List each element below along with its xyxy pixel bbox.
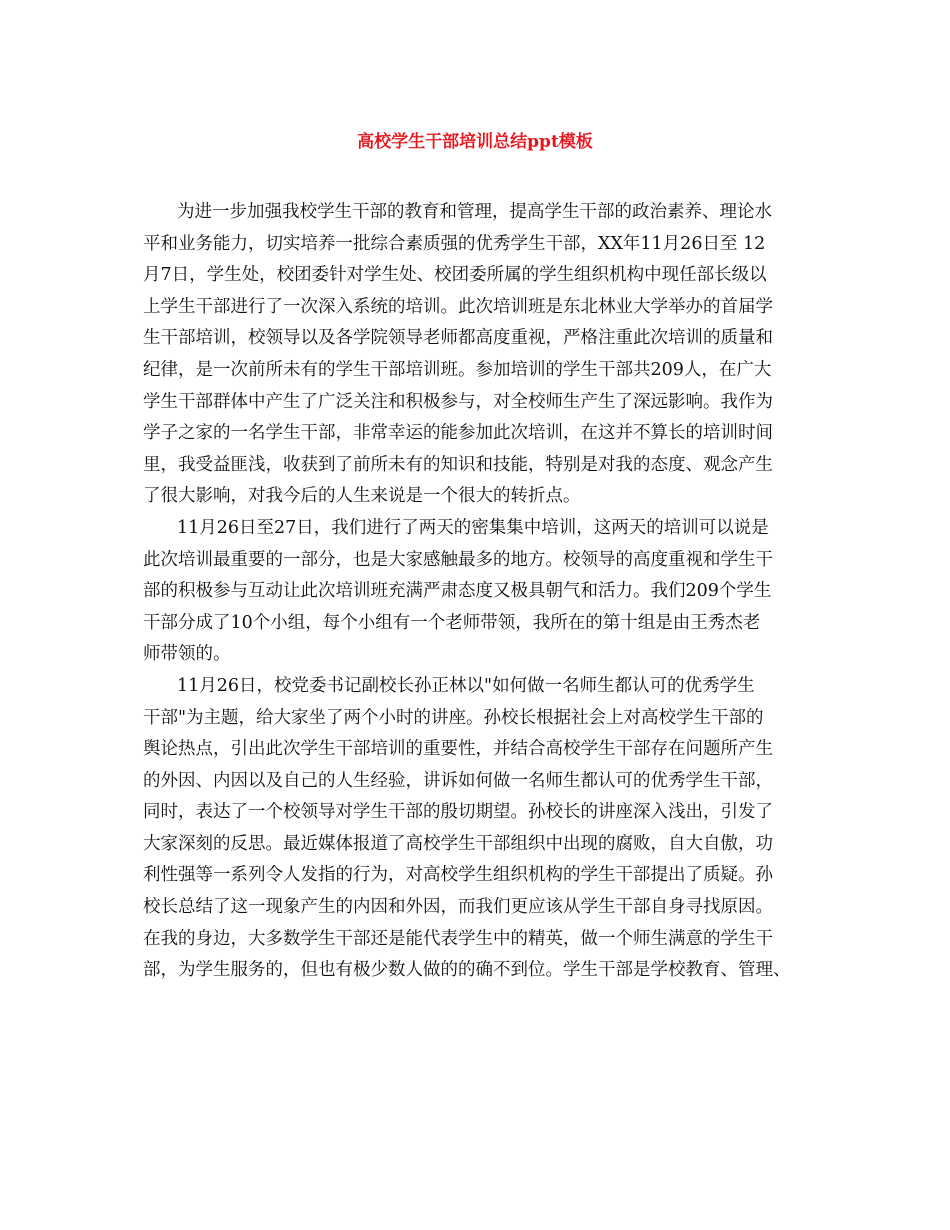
text-line: 部的积极参与互动让此次培训班充满严肃态度又极具朝气和活力。我们209个学生 — [143, 581, 772, 602]
text-line: 师带领的。 — [143, 644, 231, 665]
text-line: 了很大影响，对我今后的人生来说是一个很大的转折点。 — [143, 486, 581, 507]
text-line: 生干部培训，校领导以及各学院领导老师都高度重视，严格注重此次培训的质量和 — [143, 328, 773, 349]
text-line: 大家深刻的反思。最近媒体报道了高校学生干部组织中出现的腐败，自大自傲，功 — [143, 833, 773, 854]
text-line: 在我的身边，大多数学生干部还是能代表学生中的精英，做一个师生满意的学生干 — [143, 928, 773, 949]
text-line: 11月26日至27日，我们进行了两天的密集集中培训，这两天的培训可以说是 — [177, 517, 769, 538]
text-line: 利性强等一系列令人发指的行为，对高校学生组织机构的学生干部提出了质疑。孙 — [143, 865, 773, 886]
text-line: 校长总结了这一现象产生的内因和外因，而我们更应该从学生干部自身寻找原因。 — [143, 897, 773, 918]
text-line: 部，为学生服务的，但也有极少数人做的的确不到位。学生干部是学校教育、管理、 — [143, 960, 791, 981]
text-line: 舆论热点，引出此次学生干部培训的重要性，并结合高校学生干部存在问题所产生 — [143, 739, 773, 760]
text-line: 干部"为主题，给大家坐了两个小时的讲座。孙校长根据社会上对高校学生干部的 — [143, 707, 764, 728]
text-line: 平和业务能力，切实培养一批综合素质强的优秀学生干部，XX年11月26日至 12 — [143, 233, 766, 254]
document-body — [143, 197, 833, 987]
text-line: 为进一步加强我校学生干部的教育和管理，提高学生干部的政治素养、理论水 — [177, 202, 772, 222]
document-title: 高校学生干部培训总结ppt模板 — [357, 132, 593, 152]
text-line: 干部分成了10个小组，每个小组有一个老师带领，我所在的第十组是由王秀杰老 — [143, 612, 761, 633]
text-line: 11月26日，校党委书记副校长孙正林以"如何做一名师生都认可的优秀学生 — [177, 675, 755, 696]
text-line: 此次培训最重要的一部分，也是大家感触最多的地方。校领导的高度重视和学生干 — [143, 549, 773, 570]
text-line: 里，我受益匪浅，收获到了前所未有的知识和技能，特别是对我的态度、观念产生 — [143, 454, 773, 475]
text-line: 上学生干部进行了一次深入系统的培训。此次培训班是东北林业大学举办的首届学 — [143, 296, 773, 317]
text-line: 月7日，学生处，校团委针对学生处、校团委所属的学生组织机构中现任部长级以 — [143, 265, 767, 286]
text-line: 纪律，是一次前所未有的学生干部培训班。参加培训的学生干部共209人，在广大 — [143, 359, 772, 380]
text-line: 的外因、内因以及自己的人生经验，讲诉如何做一名师生都认可的优秀学生干部， — [143, 770, 773, 791]
text-line: 学子之家的一名学生干部，非常幸运的能参加此次培训，在这并不算长的培训时间 — [143, 423, 773, 444]
text-line: 学生干部群体中产生了广泛关注和积极参与，对全校师生产生了深远影响。我作为 — [143, 391, 773, 412]
text-line: 同时，表达了一个校领导对学生干部的殷切期望。孙校长的讲座深入浅出，引发了 — [143, 802, 773, 823]
